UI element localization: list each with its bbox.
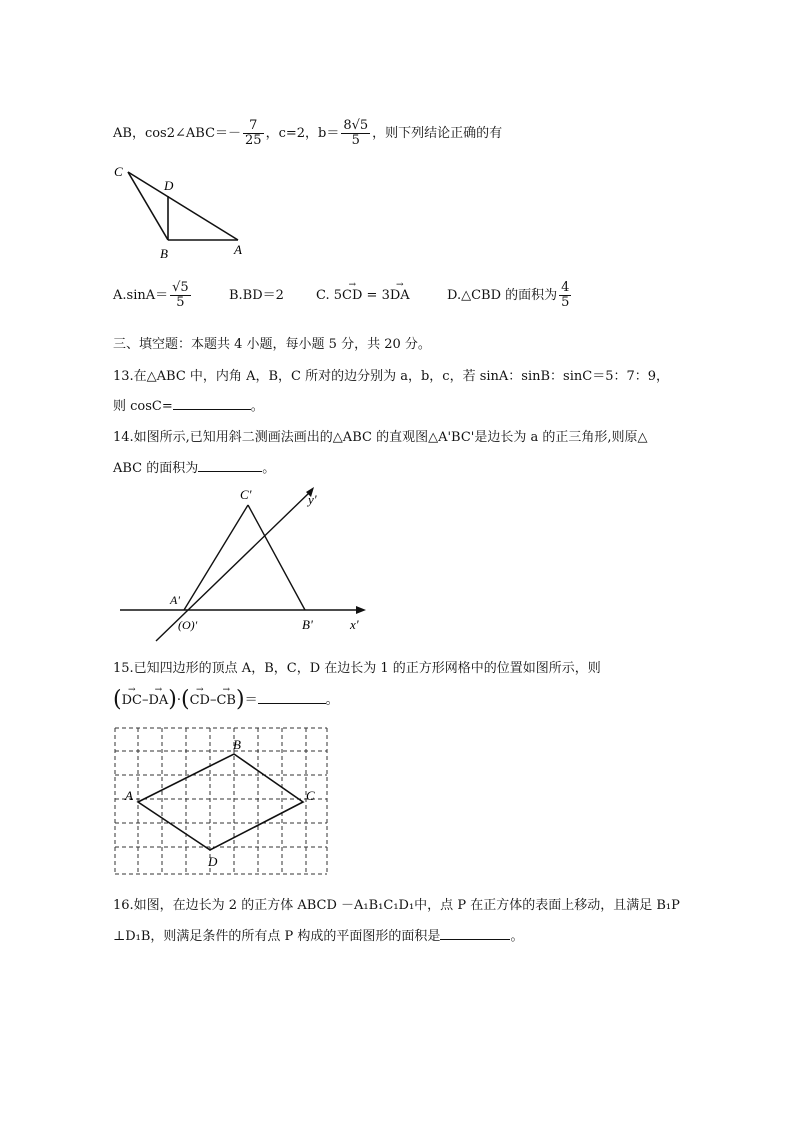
q14-answer-blank[interactable] [198,470,262,472]
q15-label-a: A [125,788,133,803]
q15-minus-2: – [209,692,217,708]
q15-vector-cb: → CB [216,685,236,717]
q12-triangle-figure [108,160,258,265]
q12-frac-2 [341,119,370,147]
q15-answer-blank[interactable] [258,702,326,704]
q14-label-x: x' [350,617,359,632]
q14-line2-text: ABC 的面积为 [113,461,199,476]
q13-line1: 13.在△ABC 中，内角 A，B，C 所对的边分别为 a，b，c，若 sinA：sinB：sinC＝5：7：9， [113,369,670,384]
q12-option-d [447,275,573,317]
q12-frac-1 [243,119,264,147]
q12-option-a [113,275,193,317]
q12-label-c: C [114,164,123,179]
q12-opt-d-prefix: D.△CBD 的面积为 [447,288,558,303]
q14-line2 [113,457,275,476]
q12-opt-a-frac [170,281,191,309]
q14-label-b: B' [302,617,313,632]
q12-stem-b: ，c=2，b＝ [265,126,340,141]
q12-option-c [316,275,410,317]
q12-label-d: D [164,178,174,193]
q15-paren-open-2: ( [181,687,190,712]
q13-end: 。 [250,399,264,414]
q13-line2 [113,395,264,414]
q12-label-b: B [160,246,168,261]
q14-line1: 14.如图所示,已知用斜二测画法画出的△ABC 的直观图△A'BC'是边长为 a 的正三角形,则原△ [113,430,648,445]
q14-label-y: y' [308,492,317,507]
q16-line2-text: ⊥D₁B，则满足条件的所有点 P 构成的平面图形的面积是 [113,929,441,944]
q12-opt-a-num: √5 [172,280,189,296]
q15-vector-dc: → DC [122,685,142,717]
q12-opt-c-vector-da: → DA [390,275,410,317]
q14-side-ac [184,505,248,610]
q14-x-arrow-icon [356,606,366,614]
q12-stem-c: ，则下列结论正确的有 [372,126,503,141]
q12-opt-d-frac [559,281,571,309]
q12-opt-c-mid: = 3 [362,288,390,303]
q12-opt-d-den: 5 [561,295,570,310]
q15-vector-da: → DA [148,685,168,717]
q13-answer-blank[interactable] [173,408,251,410]
q16-answer-blank[interactable] [440,938,510,940]
q14-end: 。 [262,461,276,476]
q14-label-a: A' [170,593,180,607]
q12-opt-a-den: 5 [176,295,185,310]
q12-opt-c-vector-cd: → CD [342,275,362,317]
q12-frac1-num: 7 [243,119,264,134]
q16-line1: 16.如图，在边长为 2 的正方体 ABCD －A₁B₁C₁D₁中，点 P 在正方体的表面上移动，且满足 B₁P [113,898,680,913]
q16-line2 [113,925,523,944]
q15-paren-close-2: ) [235,687,245,712]
q15-paren-open-1: ( [113,687,122,712]
q15-dashed-grid [115,728,327,874]
q12-frac2-den: 5 [351,133,360,148]
q15-paren-close-1: ) [168,687,177,712]
q15-line2 [113,684,339,716]
q14-label-o: (O)' [178,618,198,632]
q12-opt-c-prefix: C. 5 [316,288,343,303]
q12-stem-a: AB，cos2∠ABC＝－ [113,126,242,141]
q15-dot: · [176,692,182,708]
q15-quadrilateral [138,754,303,850]
q14-oblique-figure [118,484,378,644]
q15-vector-cd: → CD [190,685,210,717]
q12-opt-d-num: 4 [561,280,570,296]
q14-side-cb [248,505,305,610]
q12-side-cb [128,172,168,240]
q12-opt-a-prefix: A.sinA＝ [113,288,169,303]
q15-label-b: B [233,737,241,752]
q12-label-a: A [234,242,242,257]
q12-frac2-num: 8√5 [343,118,369,134]
q15-end: 。 [325,692,339,708]
section3-heading: 三、填空题：本题共 4 小题，每小题 5 分，共 20 分。 [113,337,431,352]
q16-end: 。 [510,929,524,944]
q12-opt-b-text: B.BD＝2 [229,288,284,303]
q12-option-b [229,275,284,317]
q15-label-d: D [208,854,218,869]
q15-equals: ＝ [244,692,258,708]
q15-grid-figure [113,726,331,878]
q15-label-c: C [306,788,315,803]
q15-minus-1: – [141,692,149,708]
q13-line2-text: 则 cosC= [113,399,173,414]
q12-side-ca [128,172,238,240]
q14-label-c: C' [240,487,252,502]
q15-line1: 15.已知四边形的顶点 A，B，C，D 在边长为 1 的正方形网格中的位置如图所示，则 [113,661,601,676]
q12-stem [113,112,502,156]
q12-frac1-den: 25 [245,133,262,148]
